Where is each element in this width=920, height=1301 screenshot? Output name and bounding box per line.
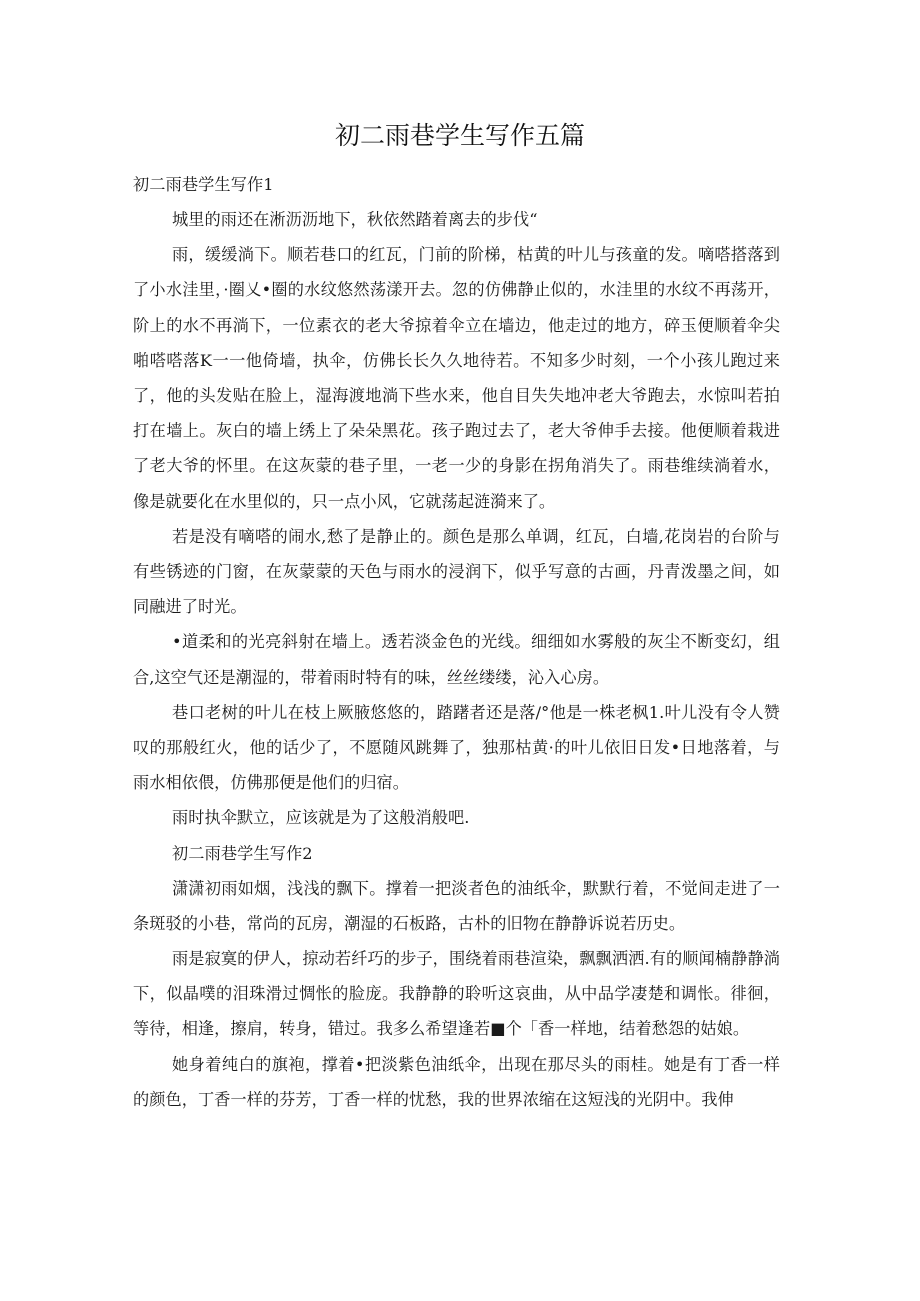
paragraph: 雨时执伞默立，应该就是为了这般消般吧. xyxy=(172,808,470,828)
paragraph: •道柔和的光亮斜射在墙上。透若淡金色的光线。细细如水雾般的灰尘不断变幻，组合,这空气还是潮湿的，带着雨时特有的味，丝丝缕缕，沁入心房。 xyxy=(133,632,780,687)
paragraph: 若是没有嘀嗒的闹水,愁了是静止的。颜色是那么单调，红瓦，白墙,花岗岩的台阶与有些锈迹的门窗，在灰蒙蒙的天色与雨水的浸润下，似乎写意的古画，丹青泼墨之间，如同融进了时光。 xyxy=(133,526,780,617)
paragraph: 潇潇初雨如烟，浅浅的飘下。撑着一把淡者色的油纸伞，默默行着，不觉间走进了一条斑驳的小巷，常尚的瓦房，潮湿的石板路，古朴的旧物在静静诉说若历史。 xyxy=(133,878,780,933)
paragraph: 雨是寂寞的伊人，掠动若纤巧的步子，围绕着雨巷渲染，飘飘洒洒.有的顺闻楠静静淌下，似晶噗的泪珠滑过惆怅的脸庞。我静静的聆听这哀曲，从中品学凄楚和调怅。徘徊，等待，相逢，擦肩，转身，错过。我多么希望逢若■个「香一样地，结着愁怨的姑娘。 xyxy=(133,949,780,1039)
paragraph: 城里的雨还在淅沥沥地下，秋依然踏着离去的步伐“ xyxy=(172,210,538,229)
document-body xyxy=(133,167,780,1117)
paragraph: 巷口老树的叶儿在枝上厥腋悠悠的，踏躇者还是落/°他是一株老枫1.叶儿没有令人赞叹的那般红火，他的话少了，不愿随风跳舞了，独那枯黄·的叶儿依旧日发•日地落着，与雨水相依偎，仿佛那便是他们的归宿。 xyxy=(133,702,780,793)
section-1-heading: 初二雨巷学生写作1 xyxy=(133,175,274,194)
paragraph: 她身着纯白的旗袍，撑着•把淡紫色油纸伞，出现在那尽头的雨桂。她是有丁香一样的颜色，丁香一样的芬芳，丁香一样的忧愁，我的世界浓缩在这短浅的光阴中。我伸 xyxy=(133,1054,780,1109)
document-title: 初二雨巷学生写作五篇 xyxy=(334,121,585,150)
section-2-heading: 初二雨巷学生写作2 xyxy=(172,843,313,863)
paragraph: 雨，缓缓淌下。顺若巷口的红瓦，门前的阶梯，枯黄的叶儿与孩童的发。嘀嗒搭落到了小水洼里，·圈乂•圈的水纹悠然荡漾开去。忽的仿佛静止似的，水洼里的水纹不再荡开，阶上的水不再淌下，一位素衣的老大爷掠着伞立在墙边，他走过的地方，碎玉便顺着伞尖啪嗒嗒落K一一他倚墙，执伞，仿佛长长久久地待若。不知多少时刻，一个小孩儿跑过来了，他的头发贴在脸上，湿海渡地淌下些水来，他自目失失地冲老大爷跑去，水惊叫若拍打在墙上。灰白的墙上绣上了朵朵黑花。孩子跑过去了，老大爷伸手去接。他便顺着栽进了老大爷的怀里。在这灰蒙的巷子里，一老一少的身影在拐角消失了。雨巷维续淌着水，像是就要化在水里似的，只一点小风，它就荡起涟漪来了。 xyxy=(133,245,780,511)
